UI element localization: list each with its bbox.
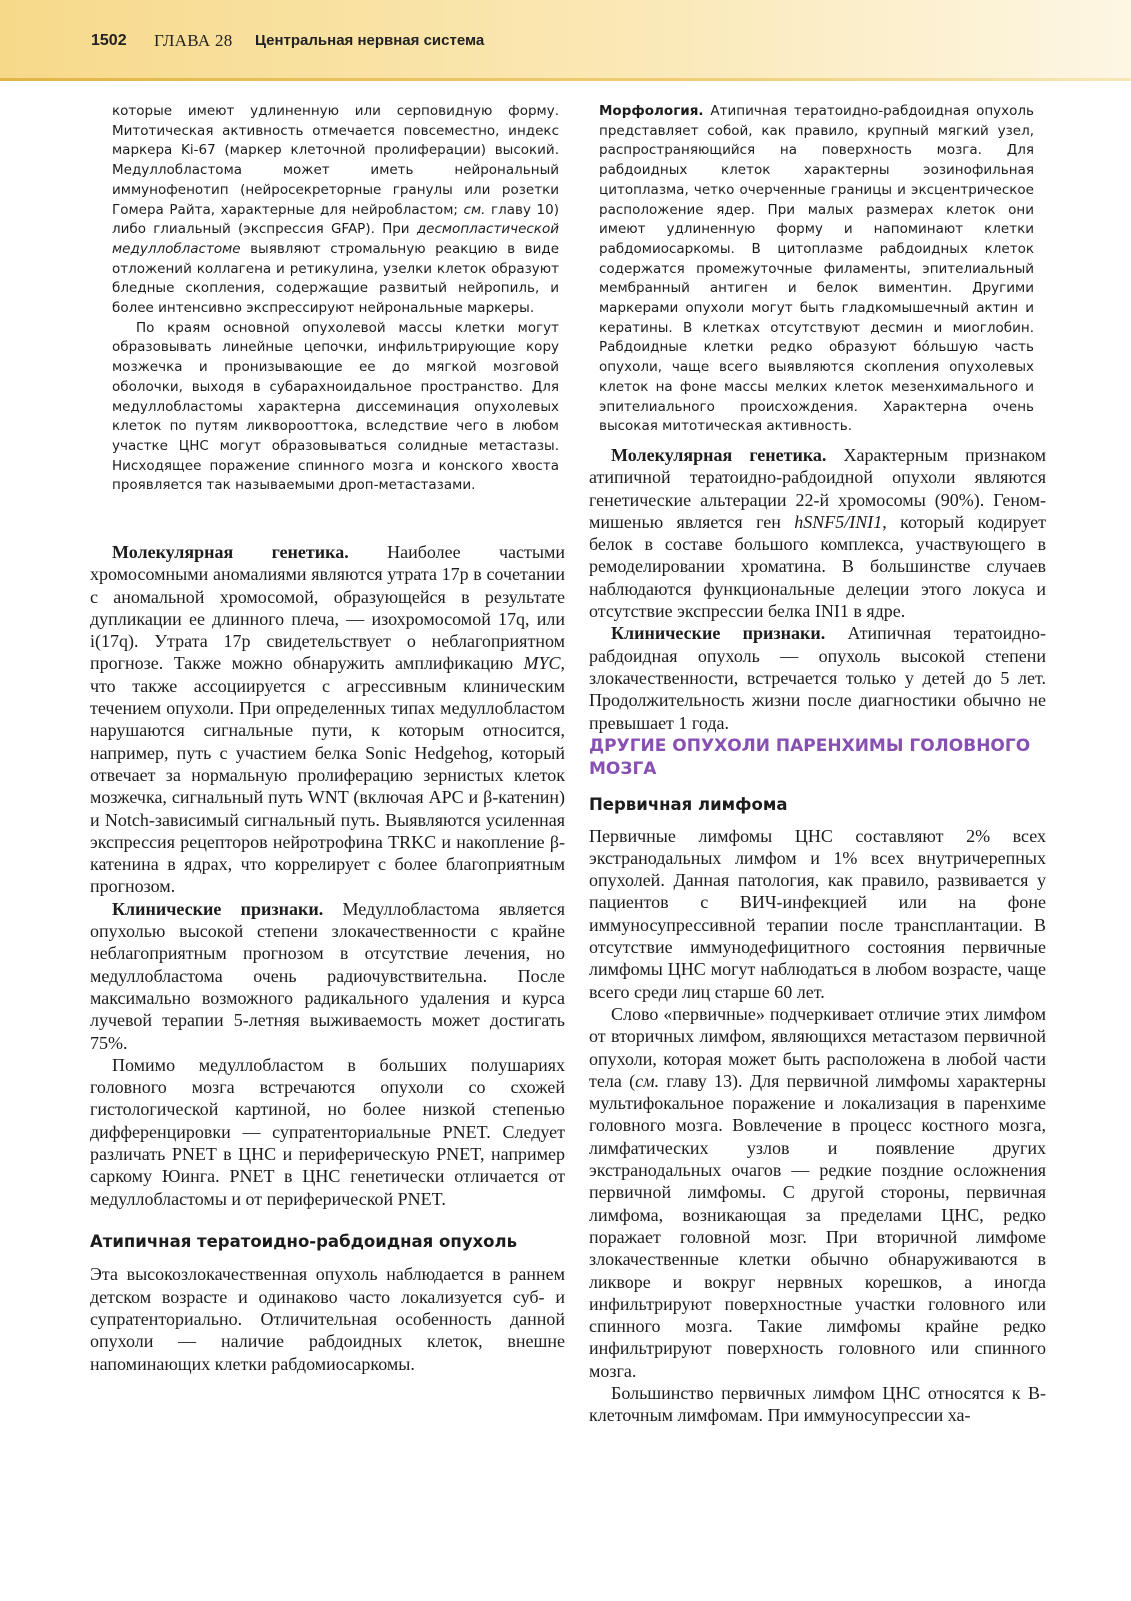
clinical-signs-paragraph: Клинические признаки. Медуллобластома является опухолью высокой степени злокачественности с крайне неблагоприятным прогнозом в отсутствие лечения, но медуллобластома очень радиочувствительна. После максимально возможного радикального удаления и курса лучевой терапии 5-летняя выживаемость может достигать 75%.	[90, 898, 565, 1053]
right-column	[589, 102, 1046, 437]
morphology-box-paragraph: Морфология. Атипичная тератоидно-рабдоидная опухоль представляет собой, как правило, крупный мягкий узел, распространяющийся на поверхность мозга. Для рабдоидных клеток характерны эозинофильная цитоплазма, четко очерченные границы и эксцентрическое расположение ядер. При малых размерах клеток они имеют удлиненную форму и напоминают клетки рабдомиосаркомы. В цитоплазме рабдоидных клеток содержатся промежуточные филаменты, эпителиальный мембранный антиген и белок виментин. Другими маркерами опухоли могут быть гладкомышечный актин и кератины. В клетках отсутствуют десмин и миоглобин. Рабдоидные клетки редко образуют бо́льшую часть опухоли, чаще всего выявляются скопления опухолевых клеток на фоне массы мелких клеток мезенхимального и эпителиального происхождения. Характерна очень высокая митотическая активность.	[599, 103, 1034, 435]
left-column	[90, 102, 565, 496]
left-column-main	[90, 541, 565, 1210]
lymphoma-paragraph-2: Слово «первичные» подчеркивает отличие этих лимфом от вторичных лимфом, являющихся метастазом первичной опухоли, которая может быть расположена в любой части тела (см. главу 13). Для первичной лимфомы характерны мультифокальное поражение и локализация в паренхиме головного мозга. Вовлечение в процесс костного мозга, лимфатических узлов и появление других экстранодальных очагов — редкие поздние осложнения первичной лимфомы. С другой стороны, первичная лимфома, возникающая за пределами ЦНС, редко поражает головной мозг. При вторичной лимфоме злокачественные клетки обычно обнаруживаются в ликворе и вокруг нервных корешков, а иногда инфильтрируют поверхностные участки головного или спинного мозга. Такие лимфомы крайне редко инфильтрируют поверхность головного или спинного мозга.	[589, 1003, 1046, 1381]
lymphoma-paragraph-1: Первичные лимфомы ЦНС составляют 2% всех экстранодальных лимфом и 1% всех внутричерепных опухолей. Данная патология, как правило, развивается у пациентов с ВИЧ-инфекцией или на фоне иммуносупрессивной терапии после трансплантации. В отсутствие иммунодефицитного состояния первичные лимфомы ЦНС могут наблюдаться в любом возрасте, чаще всего среди лиц старше 60 лет.	[589, 825, 1046, 1002]
box-paragraph-1: которые имеют удлиненную или серповидную форму. Митотическая активность отмечается повсеместно, индекс маркера Ki-67 (маркер клеточной пролиферации) высокий. Медуллобластома может иметь нейрональный иммунофенотип (нейросекреторные гранулы или розетки Гомера Райта, характерные для нейробластом; см. главу 10) либо глиальный (экспрессия GFAP). При десмопластической медуллобластоме выявляют стромальную реакцию в виде отложений коллагена и ретикулина, узелки клеток образуют бледные скопления, содержащие развитый нейропиль, и более интенсивно экспрессируют нейрональные маркеры.	[112, 103, 559, 317]
atrt-section	[90, 1231, 565, 1375]
chapter-title: Центральная нервная система	[255, 32, 485, 49]
section-heading: ДРУГИЕ ОПУХОЛИ ПАРЕНХИМЫ ГОЛОВНОГО МОЗГА	[589, 736, 1031, 779]
other-tumors-section	[589, 735, 1046, 1427]
box-paragraph-2: По краям основной опухолевой массы клетки могут образовывать линейные цепочки, инфильтрирующие кору мозжечка и пронизывающие ее до мягкой мозговой оболочки, выходя в субарахноидальное пространство. Для медуллобластомы характерна диссеминация опухолевых клеток по путям ликворооттока, вследствие чего в любом участке ЦНС могут образовываться солидные метастазы. Нисходящее поражение спинного мозга и конского хвоста проявляется так называемыми дроп-метастазами.	[112, 319, 559, 494]
header-rule	[0, 78, 1131, 81]
right-column-main	[589, 444, 1046, 734]
atrt-heading: Атипичная тератоидно-рабдоидная опухоль	[90, 1232, 518, 1251]
molecular-genetics-paragraph: Молекулярная генетика. Наиболее частыми хромосомными аномалиями являются утрата 17p в сочетании с аномальной хромосомой, образующейся в результате дупликации ее длинного плеча, — изохромосомой 17q, или i(17q). Утрата 17p свидетельствует о неблагоприятном прогнозе. Также можно обнаружить амплификацию MYC, что также ассоциируется с агрессивным клиническим течением опухоли. При определенных типах медуллобластом нарушаются сигнальные пути, к которым относится, например, путь с участием белка Sonic Hedgehog, который отвечает за нормальную пролиферацию зернистых клеток мозжечка, сигнальный путь WNT (включая APC и β-катенин) и Notch-зависимый сигнальный путь. Выявляются усиленная экспрессия рецепторов нейротрофина TRKC и накопление β-катенина в ядрах, что коррелирует с более благоприятным прогнозом.	[90, 542, 565, 897]
atrt-molecular-genetics-paragraph: Молекулярная генетика. Характерным признаком атипичной тератоидно-рабдоидной опухоли являются генетические альтерации 22-й хромосомы (90%). Геном-мишенью является ген hSNF5/INI1, который кодирует белок в составе большого комплекса, участвующего в ремоделировании хроматина. В большинстве случаев наблюдаются функциональные делеции этого локуса и отсутствие экспрессии белка INI1 в ядре.	[589, 445, 1047, 622]
lymphoma-paragraph-3: Большинство первичных лимфом ЦНС относятся к B-клеточным лимфомам. При иммуносупрессии ха-	[589, 1383, 1046, 1426]
atrt-clinical-signs-paragraph: Клинические признаки. Атипичная тератоидно-рабдоидная опухоль — опухоль высокой степени злокачественности, встречается только у детей до 5 лет. Продолжительность жизни после диагностики обычно не превышает 1 года.	[589, 623, 1046, 733]
primary-lymphoma-heading: Первичная лимфома	[589, 795, 788, 815]
page-number: 1502	[91, 32, 127, 49]
pnet-paragraph: Помимо медуллобластом в больших полушариях головного мозга встречаются опухоли со схожей гистологической картиной, но более низкой степенью дифференцировки — супратенториальные PNET. Следует различать PNET в ЦНС и периферическую PNET, например саркому Юинга. PNET в ЦНС генетически отличается от медуллобластомы и от периферической PNET.	[90, 1054, 565, 1209]
atrt-intro-paragraph: Эта высокозлокачественная опухоль наблюдается в раннем детском возрасте и одинаково часто локализуется суб- и супратенториально. Отличительная особенность данной опухоли — наличие рабдоидных клеток, внешне напоминающих клетки рабдомиосаркомы.	[90, 1264, 565, 1374]
chapter-label: ГЛАВА 28	[154, 31, 233, 50]
